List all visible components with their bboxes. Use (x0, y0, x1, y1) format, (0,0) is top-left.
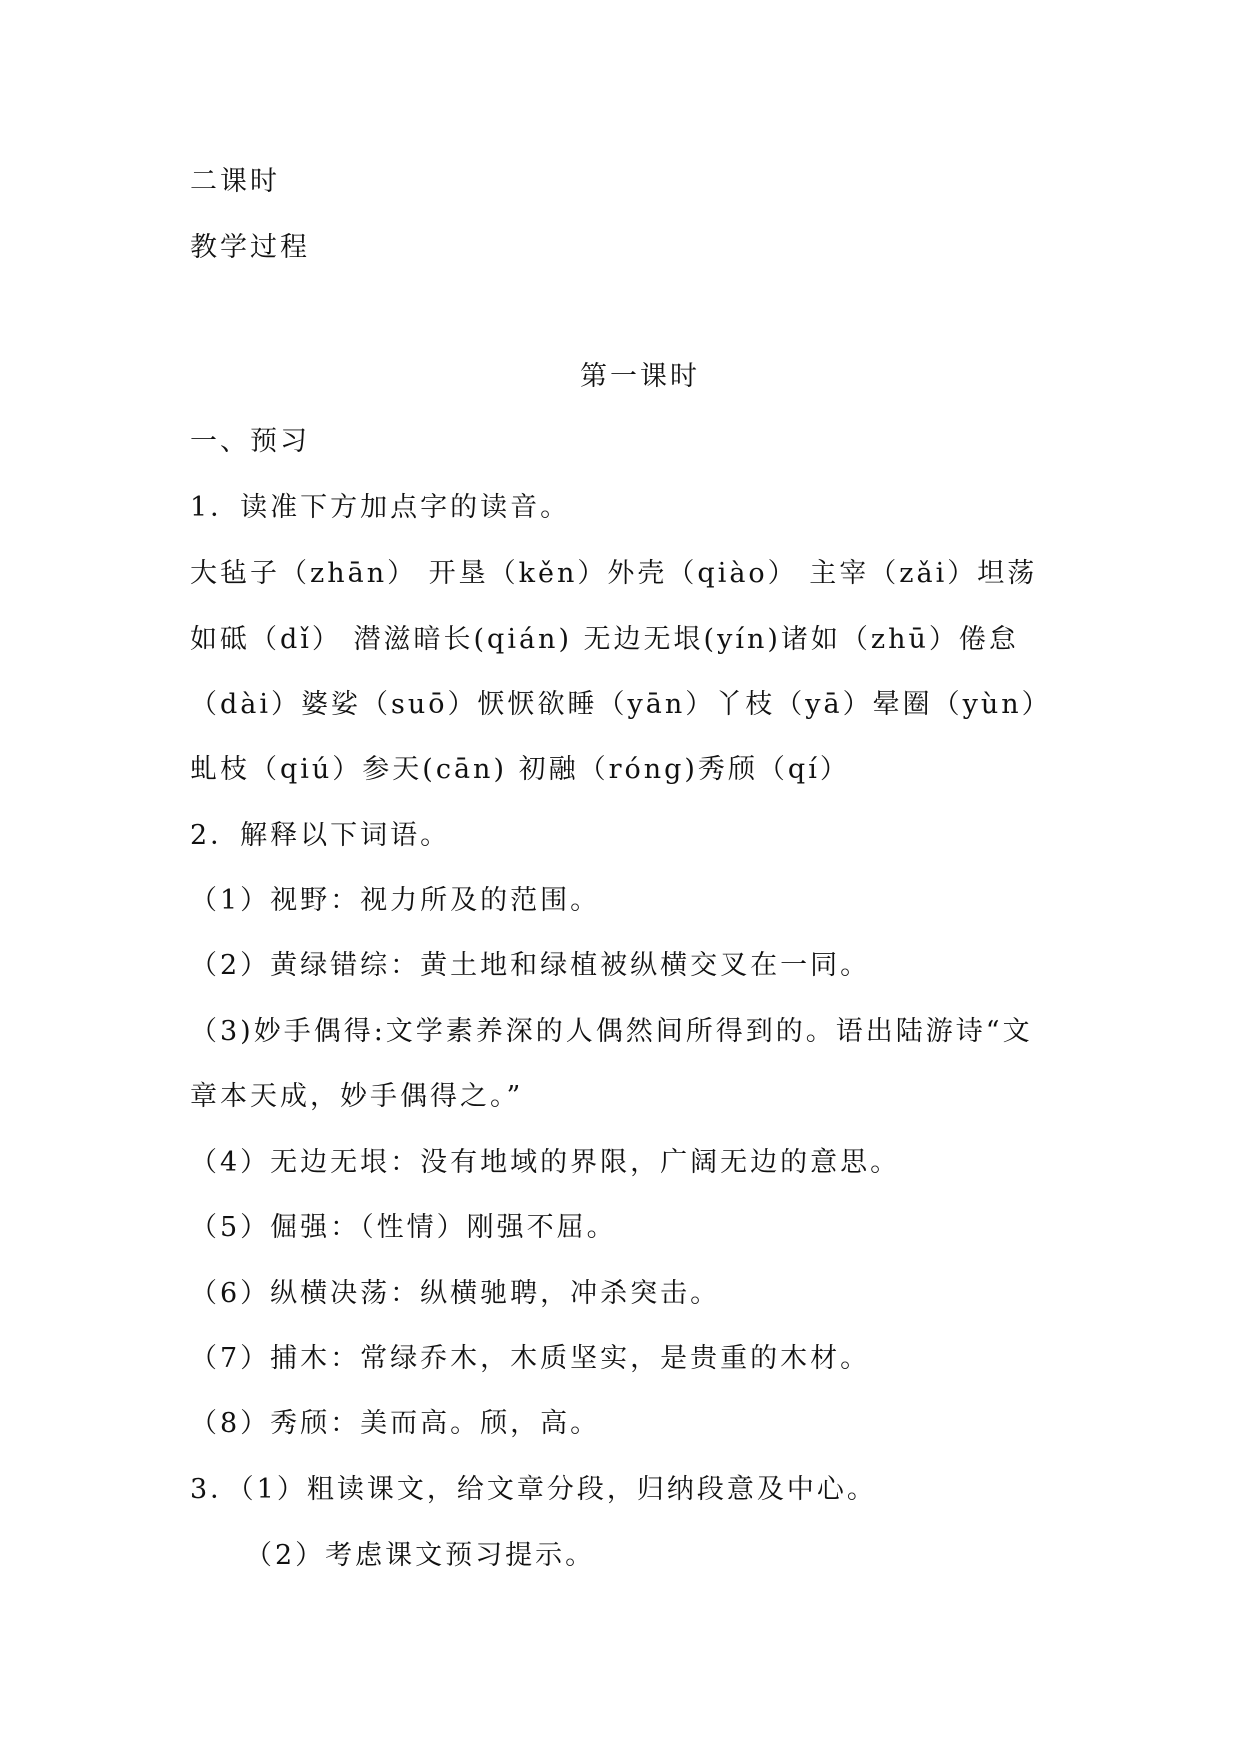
definition-line: （5）倔强：（性情）刚强不屈。 (190, 1212, 617, 1243)
definition-line: （8）秀颀：美而高。颀，高。 (190, 1408, 601, 1439)
item3-subline: （2）考虑课文预习提示。 (245, 1540, 596, 1571)
section-heading: 教学过程 (190, 232, 310, 263)
definition-line: （6）纵横决荡：纵横驰聘，冲杀突击。 (190, 1278, 721, 1309)
header-title: 二课时 (190, 166, 280, 197)
pinyin-line: 虬枝（qiú）参天(cān) 初融（róng)秀颀（qí） (190, 754, 850, 785)
definition-line: （1）视野：视力所及的范围。 (190, 885, 601, 916)
item1-title: 1．读准下方加点字的读音。 (190, 492, 571, 523)
item3-line: 3．（1）粗读课文，给文章分段，归纳段意及中心。 (190, 1474, 877, 1505)
definition-line: （3)妙手偶得:文学素养深的人偶然间所得到的。语出陆游诗“文 (190, 1016, 1033, 1047)
definition-line: 章本天成，妙手偶得之。” (190, 1081, 524, 1112)
pinyin-line: 如砥（dǐ） 潜滋暗长(qián) 无边无垠(yín)诸如（zhū）倦怠 (190, 624, 1019, 655)
pinyin-line: （dài）婆娑（suō）恹恹欲睡（yān）丫枝（yā）晕圈（yùn） (190, 689, 1052, 720)
lesson-title: 第一课时 (580, 361, 700, 392)
definition-line: （7）捕木：常绿乔木，木质坚实，是贵重的木材。 (190, 1343, 871, 1374)
item2-title: 2．解释以下词语。 (190, 820, 451, 851)
part-heading: 一、预习 (190, 426, 310, 457)
pinyin-line: 大毡子（zhān） 开垦（kěn）外壳（qiào） 主宰（zǎi）坦荡 (190, 558, 1038, 589)
definition-line: （2）黄绿错综：黄土地和绿植被纵横交叉在一同。 (190, 950, 871, 981)
definition-line: （4）无边无垠：没有地域的界限，广阔无边的意思。 (190, 1147, 901, 1178)
